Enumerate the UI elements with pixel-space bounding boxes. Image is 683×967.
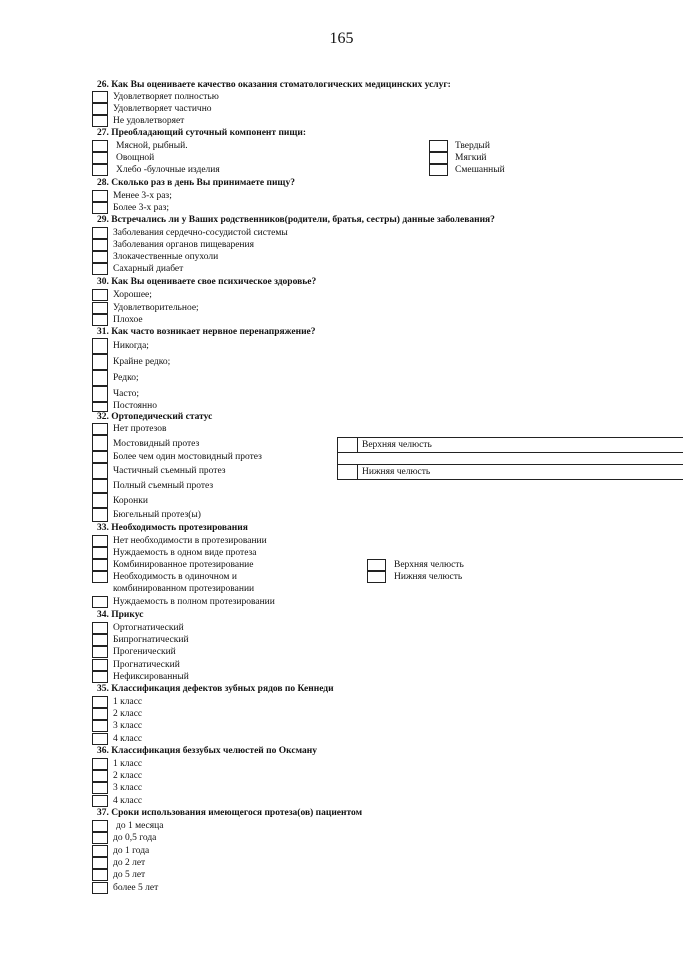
q32-option-2[interactable]: Мостовидный протез [92, 435, 652, 451]
checkbox[interactable] [92, 832, 108, 844]
q27-right-checkbox-3[interactable] [429, 164, 448, 176]
q34-option-5[interactable]: Нефиксированный [92, 671, 652, 683]
q35-option-4[interactable]: 4 класс [92, 733, 652, 745]
checkbox[interactable] [92, 263, 108, 275]
checkbox[interactable] [92, 820, 108, 832]
q36-option-3[interactable]: 3 класс [92, 782, 652, 794]
checkbox[interactable] [92, 479, 108, 493]
q37-option-2[interactable]: до 0,5 года [92, 832, 652, 844]
q27-right-checkbox-2[interactable] [429, 152, 448, 164]
checkbox[interactable] [92, 758, 108, 770]
checkbox[interactable] [92, 508, 108, 522]
q27-option-3[interactable]: Хлебо -булочные изделия [92, 164, 652, 176]
checkbox[interactable] [92, 770, 108, 782]
q27-right-checkbox-1[interactable] [429, 140, 448, 152]
q29-option-4[interactable]: Сахарный диабет [92, 263, 652, 275]
checkbox[interactable] [92, 634, 108, 646]
checkbox[interactable] [92, 314, 108, 326]
q32-jaw-lower[interactable]: Нижняя челюсть [337, 465, 683, 479]
checkbox[interactable] [92, 435, 108, 451]
q29-option-1[interactable]: Заболевания сердечно-сосудистой системы [92, 227, 652, 239]
checkbox[interactable] [92, 720, 108, 732]
question-37-title: 37. Сроки использования имеющегося протеза(ов) пациентом [97, 808, 363, 818]
checkbox[interactable] [92, 164, 108, 176]
q33-option-3[interactable]: Комбинированное протезирование [92, 559, 652, 571]
q32-option-3[interactable]: Более чем один мостовидный протез [92, 451, 652, 463]
q30-option-2[interactable]: Удовлетворительное; [92, 302, 652, 314]
q28-option-1[interactable]: Менее 3-х раз; [92, 190, 652, 202]
q29-option-2[interactable]: Заболевания органов пищеварения [92, 239, 652, 251]
q31-option-5[interactable]: Постоянно [92, 402, 652, 412]
q37-option-1[interactable]: до 1 месяца [92, 820, 652, 832]
checkbox[interactable] [92, 386, 108, 402]
checkbox[interactable] [92, 535, 108, 547]
checkbox[interactable] [92, 423, 108, 435]
q26-option-2[interactable]: Удовлетворяет частично [92, 103, 652, 115]
q31-option-1[interactable]: Никогда; [92, 338, 652, 354]
q31-option-2[interactable]: Крайне редко; [92, 354, 652, 370]
q33-jaw-lower-label: Нижняя челюсть [394, 572, 463, 582]
question-36-title: 36. Классификация беззубых челюстей по Оксману [97, 746, 317, 756]
question-26-title: 26. Как Вы оцениваете качество оказания стоматологических медицинских услуг: [97, 80, 451, 90]
checkbox[interactable] [92, 338, 108, 354]
checkbox[interactable] [92, 140, 108, 152]
q35-option-3[interactable]: 3 класс [92, 720, 652, 732]
q36-option-1[interactable]: 1 класс [92, 758, 652, 770]
q37-option-6[interactable]: более 5 лет [92, 882, 652, 894]
q30-option-3[interactable]: Плохое [92, 314, 652, 326]
q32-option-7[interactable]: Бюгельный протез(ы) [92, 508, 652, 522]
q32-jaw-upper[interactable]: Верхняя челюсть [337, 438, 683, 452]
checkbox[interactable] [92, 302, 108, 314]
q31-option-4[interactable]: Часто; [92, 386, 652, 402]
checkbox[interactable] [92, 782, 108, 794]
q32-option-6[interactable]: Коронки [92, 493, 652, 508]
question-32-title: 32. Ортопедический статус [97, 412, 213, 422]
q35-option-2[interactable]: 2 класс [92, 708, 652, 720]
q33-jaw-lower-checkbox[interactable] [367, 571, 386, 583]
q33-jaw-upper-label: Верхняя челюсть [394, 560, 464, 570]
checkbox[interactable] [92, 559, 108, 571]
checkbox[interactable] [92, 857, 108, 869]
q26-option-3[interactable]: Не удовлетворяет [92, 115, 652, 127]
checkbox[interactable] [92, 795, 108, 807]
q33-option-4-continued: комбинированном протезировании [113, 584, 255, 594]
q30-option-1[interactable]: Хорошее; [92, 289, 652, 301]
q26-option-1[interactable]: Удовлетворяет полностью [92, 91, 652, 103]
q33-option-2[interactable]: Нуждаемость в одном виде протеза [92, 547, 652, 559]
question-31-title: 31. Как часто возникает нервное перенапряжение? [97, 327, 316, 337]
q27-right-option-1: Твердый [455, 141, 490, 151]
question-33-title: 33. Необходимость протезирования [97, 523, 248, 533]
checkbox[interactable] [92, 239, 108, 251]
checkbox[interactable] [92, 708, 108, 720]
checkbox[interactable] [92, 402, 108, 412]
checkbox[interactable] [92, 493, 108, 508]
q34-option-2[interactable]: Бипрогнатический [92, 634, 652, 646]
checkbox[interactable] [92, 733, 108, 745]
page-number: 165 [329, 30, 354, 47]
checkbox[interactable] [92, 115, 108, 127]
checkbox[interactable] [92, 354, 108, 370]
question-35-title: 35. Классификация дефектов зубных рядов по Кеннеди [97, 684, 334, 694]
q27-option-2[interactable]: Овощной [92, 152, 652, 164]
q32-jaw-spacer [337, 452, 683, 465]
checkbox[interactable] [92, 845, 108, 857]
q35-option-1[interactable]: 1 класс [92, 696, 652, 708]
checkbox[interactable] [92, 251, 108, 263]
question-27-title: 27. Преобладающий суточный компонент пищи: [97, 128, 307, 138]
checkbox[interactable] [92, 103, 108, 115]
question-29-title: 29. Встречались ли у Ваших родственников(родители, братья, сестры) данные заболевания? [97, 215, 495, 225]
q36-option-2[interactable]: 2 класс [92, 770, 652, 782]
question-30-title: 30. Как Вы оцениваете свое психическое здоровье? [97, 277, 317, 287]
checkbox[interactable] [92, 869, 108, 881]
q37-option-5[interactable]: до 5 лет [92, 869, 652, 881]
checkbox[interactable] [92, 190, 108, 202]
q27-option-1[interactable]: Мясной, рыбный. [92, 140, 652, 152]
checkbox[interactable] [92, 227, 108, 239]
checkbox[interactable] [92, 659, 108, 671]
q33-option-4[interactable]: Необходимость в одиночном и [92, 571, 652, 583]
checkbox[interactable] [92, 696, 108, 708]
checkbox[interactable] [92, 91, 108, 103]
checkbox[interactable] [92, 451, 108, 463]
q33-option-5[interactable]: Нуждаемость в полном протезировании [92, 596, 652, 608]
checkbox[interactable] [92, 289, 108, 301]
checkbox[interactable] [92, 547, 108, 559]
q33-option-1[interactable]: Нет необходимости в протезировании [92, 535, 652, 547]
q29-option-3[interactable]: Злокачественные опухоли [92, 251, 652, 263]
q36-option-4[interactable]: 4 класс [92, 795, 652, 807]
checkbox[interactable] [92, 370, 108, 386]
q37-option-3[interactable]: до 1 года [92, 845, 652, 857]
q32-option-5[interactable]: Полный съемный протез [92, 479, 652, 493]
question-28-title: 28. Сколько раз в день Вы принимаете пищу? [97, 178, 295, 188]
q32-jaw-table [337, 437, 683, 480]
q27-right-option-2: Мягкий [455, 153, 487, 163]
checkbox[interactable] [92, 152, 108, 164]
checkbox[interactable] [92, 202, 108, 214]
q27-right-option-3: Смешанный [455, 165, 505, 175]
checkbox[interactable] [92, 646, 108, 658]
checkbox[interactable] [92, 571, 108, 583]
question-34-title: 34. Прикус [97, 610, 144, 620]
q34-option-4[interactable]: Прогнатический [92, 659, 652, 671]
q31-option-3[interactable]: Редко; [92, 370, 652, 386]
q34-option-1[interactable]: Ортогнатический [92, 622, 652, 634]
checkbox[interactable] [92, 671, 108, 683]
q37-option-4[interactable]: до 2 лет [92, 857, 652, 869]
q32-option-1[interactable]: Нет протезов [92, 423, 652, 435]
q32-option-4[interactable]: Частичный съемный протез [92, 463, 652, 479]
checkbox[interactable] [92, 882, 108, 894]
q33-jaw-upper-checkbox[interactable] [367, 559, 386, 571]
checkbox[interactable] [92, 596, 108, 608]
q34-option-3[interactable]: Прогенический [92, 646, 652, 658]
checkbox[interactable] [92, 463, 108, 479]
checkbox[interactable] [92, 622, 108, 634]
q28-option-2[interactable]: Более 3-х раз; [92, 202, 652, 214]
